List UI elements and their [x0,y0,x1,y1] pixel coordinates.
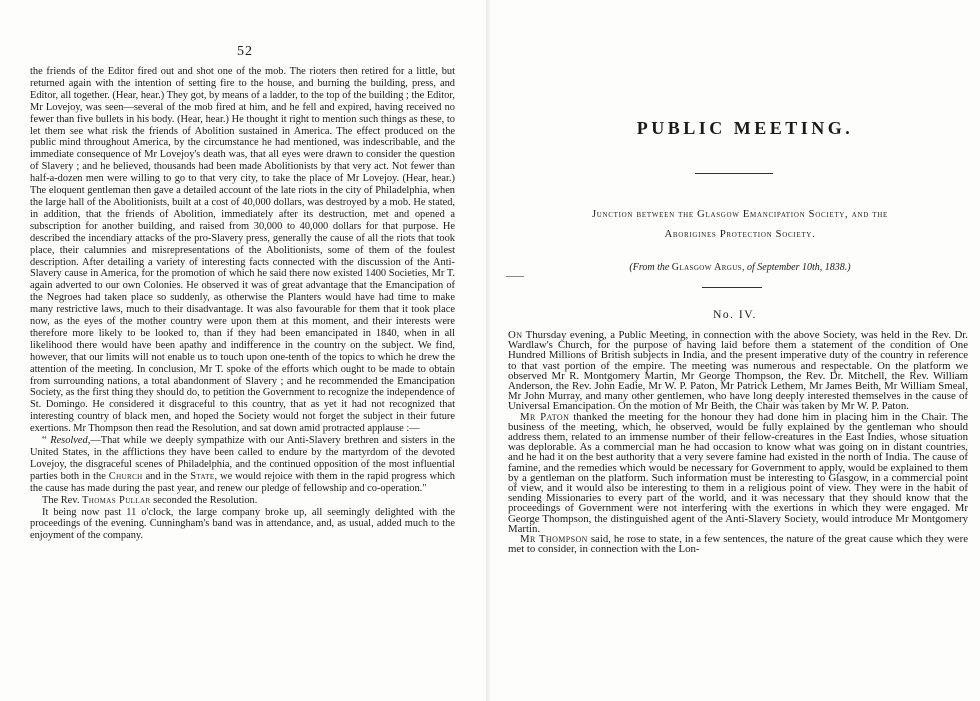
resolution-text-a: —That while we deeply sympathize with our Anti-Slavery brethren and sisters in the United States, in the afflictions they have been called to endure by the martyrdom of the devoted Lovejoy, the disgraceful scenes of Philadelphia, and the continued opposition of the most influential parties both in the [30,435,455,482]
source-line [510,262,970,273]
state-word: State [190,470,215,482]
church-word: Church [108,470,143,482]
title-rule [695,173,773,174]
right-paragraph-3 [508,534,968,554]
paragraph-3-text: said, he rose to state, in a few sentences, the nature of the great cause which they were met to consider, in connection with the Lon- [508,533,968,556]
speaker-thompson: Mr Thompson [520,533,588,546]
resolution-paragraph: “ Resolved,—That while we deeply sympathize with our Anti-Slavery brethren and sisters in the United States, in the afflictions they have been called to endure by the martyrdom of the devoted Lovejoy, the disgraceful scenes of Philadelphia, and the continued opposition of the most influential parties both in the Church and in the State, we would rejoice with them in the rapid progress which the cause has made during the past year, and renew our pledge of fellowship and co-operation." [30,435,455,494]
page-number: 52 [237,44,253,59]
source-suffix: , of September 10th, 1838.) [742,262,851,273]
right-page [490,0,980,701]
page-title: PUBLIC MEETING. [636,118,854,138]
issue-number: No. IV. [713,309,757,321]
closing-paragraph: It being now past 11 o'clock, the large company broke up, all seemingly delighted with the proceedings of the evening. Cunningham's band was in attendance, and, as usual, added much to the enjoyment of the company. [30,506,455,542]
paragraph-2-text: thanked the meeting for the honour they had done him in placing him in the Chair. The business of the meeting, which, he observed, would be fully explained by the gentleman who should address them, related to an immense number of their fellow-creatures in the East Indies, whose situation was deplorable. As a commercial man he had occasion to know what was going on in distant countries, and he had it on the best authority that a very severe famine had existed in the north of India. The cause of famine, and the remedies which would be necessary for Government to apply, would be explained to them by a gentleman on the platform. Such information must be interesting to Glasgow, in a commercial point of view, and it would also be interesting to them in a religious point of view. They were in the habit of sending Missionaries to every part of the world, and it was necessary that they should know that the proceedings of Government were not interfering with the exertions in which they were engaged. Mr George Thompson, the distinguished agent of the Anti-Slavery Society, would introduce Mr Montgomery Martin. [508,410,969,535]
seconder-text: seconded the Resolution. [150,494,258,506]
resolution-text-b: and in the [142,470,191,482]
seconder-prefix: The Rev. [42,494,83,506]
subtitle-line-2: Aborigines Protection Society. [664,229,816,240]
left-page [0,0,486,701]
opening-word: On [508,329,523,341]
section-rule [702,287,762,288]
subtitle [510,205,970,245]
right-body-text [508,330,968,554]
right-paragraph-1 [508,330,968,412]
right-paragraph-2 [508,412,968,534]
paragraph-1-text: Thursday evening, a Public Meeting, in connection with the above Society, was held in the Rev. Dr. Wardlaw's Church, for the purpose of having laid before them a statement of the condition of One Hundred Millions of British subjects in India, and the present imperative duty of the country in reference to that vast portion of the empire. The meeting was numerous and respectable. On the platform we observed Mr R. Montgomery Martin, Mr George Thompson, the Rev. Dr. Mitchell, the Rev. William Anderson, the Rev. John Eadie, Mr W. P. Paton, Mr Patrick Lethem, Mr James Beith, Mr William Smeal, Mr John Murray, and many other gentlemen, who have long deeply interested themselves in the cause of Universal Emancipation. On the motion of Mr Beith, the Chair was taken by Mr W. P. Paton. [508,329,968,413]
source-paper: Glasgow Argus [671,262,743,273]
speaker-paton: Mr Paton [520,410,570,423]
left-body-text [30,66,455,542]
resolution-text-c: , we would rejoice with them in the rapid progress which the cause has made during the past year, and renew our pledge of fellowship and co-operation." [30,470,455,494]
resolution-label: Resolved, [50,435,91,447]
subtitle-line-1: Junction between the Glasgow Emancipation Society, and the [591,209,889,220]
seconder-name: Thomas Pullar [82,494,151,506]
left-paragraph-main: the friends of the Editor fired out and shot one of the mob. The rioters then retired for a little, but returned again with the intention of setting fire to the house, and burning the building, press, and Editor, all together. (Hear, hear.) They got, by means of a ladder, to the top of the building ; the Editor, Mr Lovejoy, was seen—several of the mob fired at him, and he fell and expired, having received no fewer than five bullets in his body. (Hear, hear.) He thought it right to mention such things as these, to let them see what risk the friends of Abolition sustained in America. The effect produced on the public mind throughout America, by the circumstance he had mentioned, was indescribable, and the immediate consequence of Mr Lovejoy's death was, that all eyes were drawn to consider the question of Slavery ; and he believed, thousands had been made Abolitionists by that very act. Not fewer than half-a-dozen men were willing to go to that very city, to take the place of Mr Lovejoy. (Hear, hear.) The eloquent gentleman then gave a detailed account of the late riots in the city of Philadelphia, when the large hall of the Abolitionists, built at a cost of 40,000 dollars, was destroyed by a mob. He stated, in addition, that the friends of Abolition, immediately after its destruction, met and opened a subscription for another building, and raised from 30,000 to 40,000 dollars for that purpose. He described the incendiary attacks of the pro-Slavery press, generally the cause of all the riots that took place, their calumnies and misrepresentations of the Abolitionists, some of them of the foulest description. After detailing a variety of interesting facts connected with the discussion of the Anti-Slavery cause in America, for the promotion of which he said there now existed 1400 Societies, Mr T. again adverted to our own Colonies. He observed it was of great advantage that the Emancipation of the Negroes had taken place so suddenly, as otherwise the Planters would have had time to make many restrictive laws, much to their disadvantage. It was also favourable for them that it took place now, as the eyes of the mother country were upon them at this moment, and their interests were therefore more likely to be looked to, than if they had been emancipated in 1840, when in all likelihood there would have been apathy and indifference in the country on the subject. We find, however, that our limits will not enable us to touch upon one-tenth of the topics to which he drew the attention of the meeting. In conclusion, Mr T. spoke of the efforts which ought to be made to obtain from surrounding nations, a total abandonment of Slavery ; and he recommended the Emancipation Society, as the first thing they should do, to petition the Government to recognize the independence of St. Domingo. He considered it disgraceful to this country, that as yet it had not recognized that interesting country of black men, and hoped the Society would not forget the subject in their future exertions. Mr Thompson then read the Resolution, and sat down amid protracted applause :— [30,66,455,435]
seconder-paragraph [30,495,455,507]
source-prefix: (From the [629,262,672,273]
